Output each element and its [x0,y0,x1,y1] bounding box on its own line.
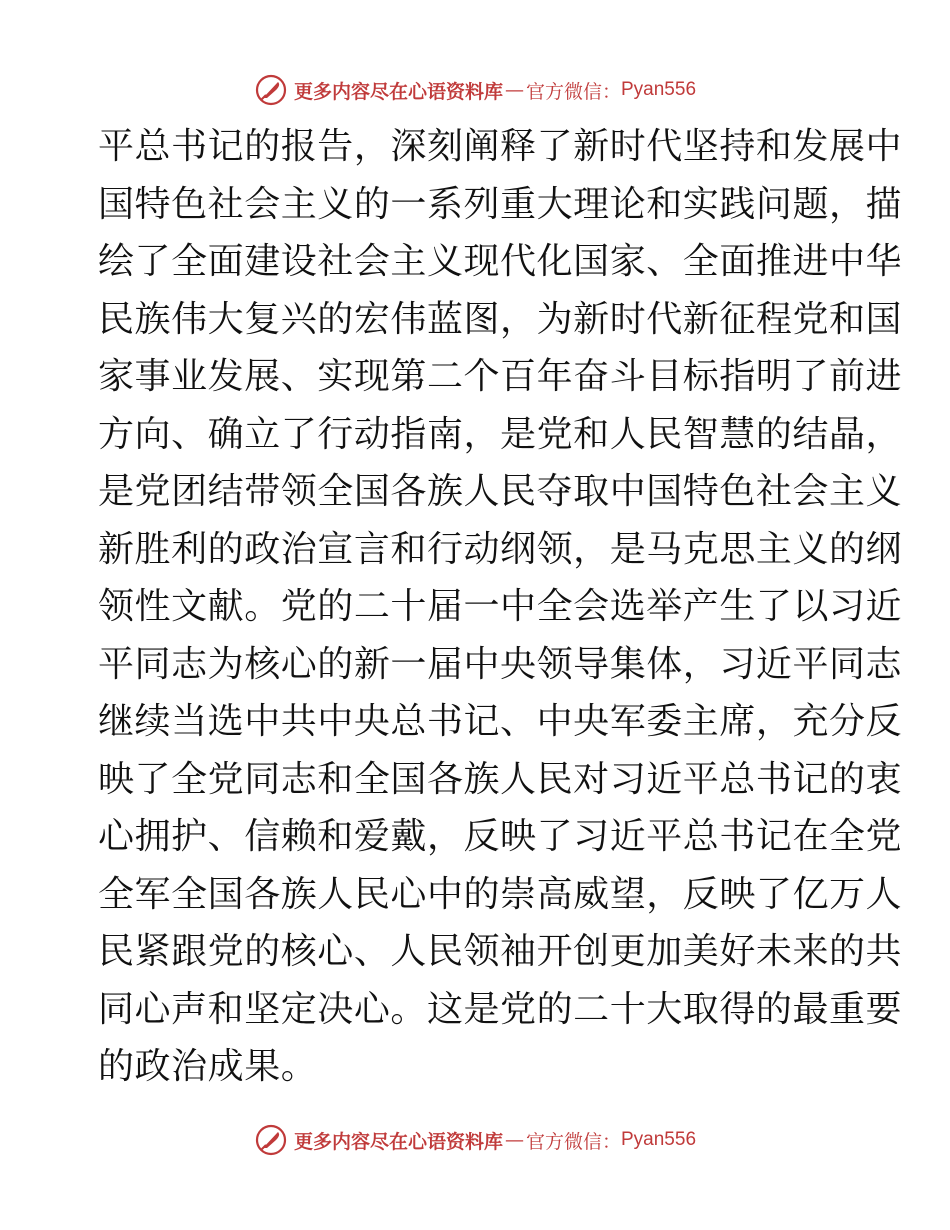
banner-title: 更多内容尽在心语资料库 [293,1130,503,1153]
header-banner [0,72,950,108]
text-line: 新胜利的政治宣言和行动纲领，是马克思主义的纲 [98,528,903,570]
text-line: 民族伟大复兴的宏伟蓝图，为新时代新征程党和国 [98,298,903,340]
banner-separator: — [504,1129,524,1151]
text-line: 同心声和坚定决心。这是党的二十大取得的最重要 [98,988,903,1030]
banner-separator: — [504,79,524,101]
text-line: 平总书记的报告，深刻阐释了新时代坚持和发展中 [98,126,903,167]
text-line: 方向、确立了行动指南，是党和人民智慧的结晶， [98,413,903,455]
text-line: 的政治成果。 [98,1046,318,1087]
text-line: 映了全党同志和全国各族人民对习近平总书记的衷 [98,758,903,800]
banner-account: Pyan556 [621,1129,697,1150]
document-body [98,118,903,1096]
banner-label: 官方微信： [525,80,621,103]
text-line: 继续当选中共中央总书记、中央军委主席，充分反 [98,701,903,742]
text-line: 绘了全面建设社会主义现代化国家、全面推进中华 [98,241,903,282]
text-line: 平同志为核心的新一届中央领导集体，习近平同志 [98,643,903,685]
text-line: 国特色社会主义的一系列重大理论和实践问题，描 [98,183,903,225]
text-line: 民紧跟党的核心、人民领袖开创更加美好未来的共 [98,931,903,972]
text-line: 心拥护、信赖和爱戴，反映了习近平总书记在全党 [98,816,903,857]
quill-logo-icon [254,73,288,107]
banner-title: 更多内容尽在心语资料库 [293,80,503,103]
text-line: 是党团结带领全国各族人民夺取中国特色社会主义 [98,471,903,512]
text-line: 领性文献。党的二十届一中全会选举产生了以习近 [98,586,903,627]
quill-logo-icon [254,1123,288,1157]
banner-account: Pyan556 [621,79,697,100]
text-line: 家事业发展、实现第二个百年奋斗目标指明了前进 [98,356,903,397]
text-line: 全军全国各族人民心中的崇高威望，反映了亿万人 [98,873,903,915]
footer-banner [0,1122,950,1158]
banner-label: 官方微信： [525,1130,621,1153]
